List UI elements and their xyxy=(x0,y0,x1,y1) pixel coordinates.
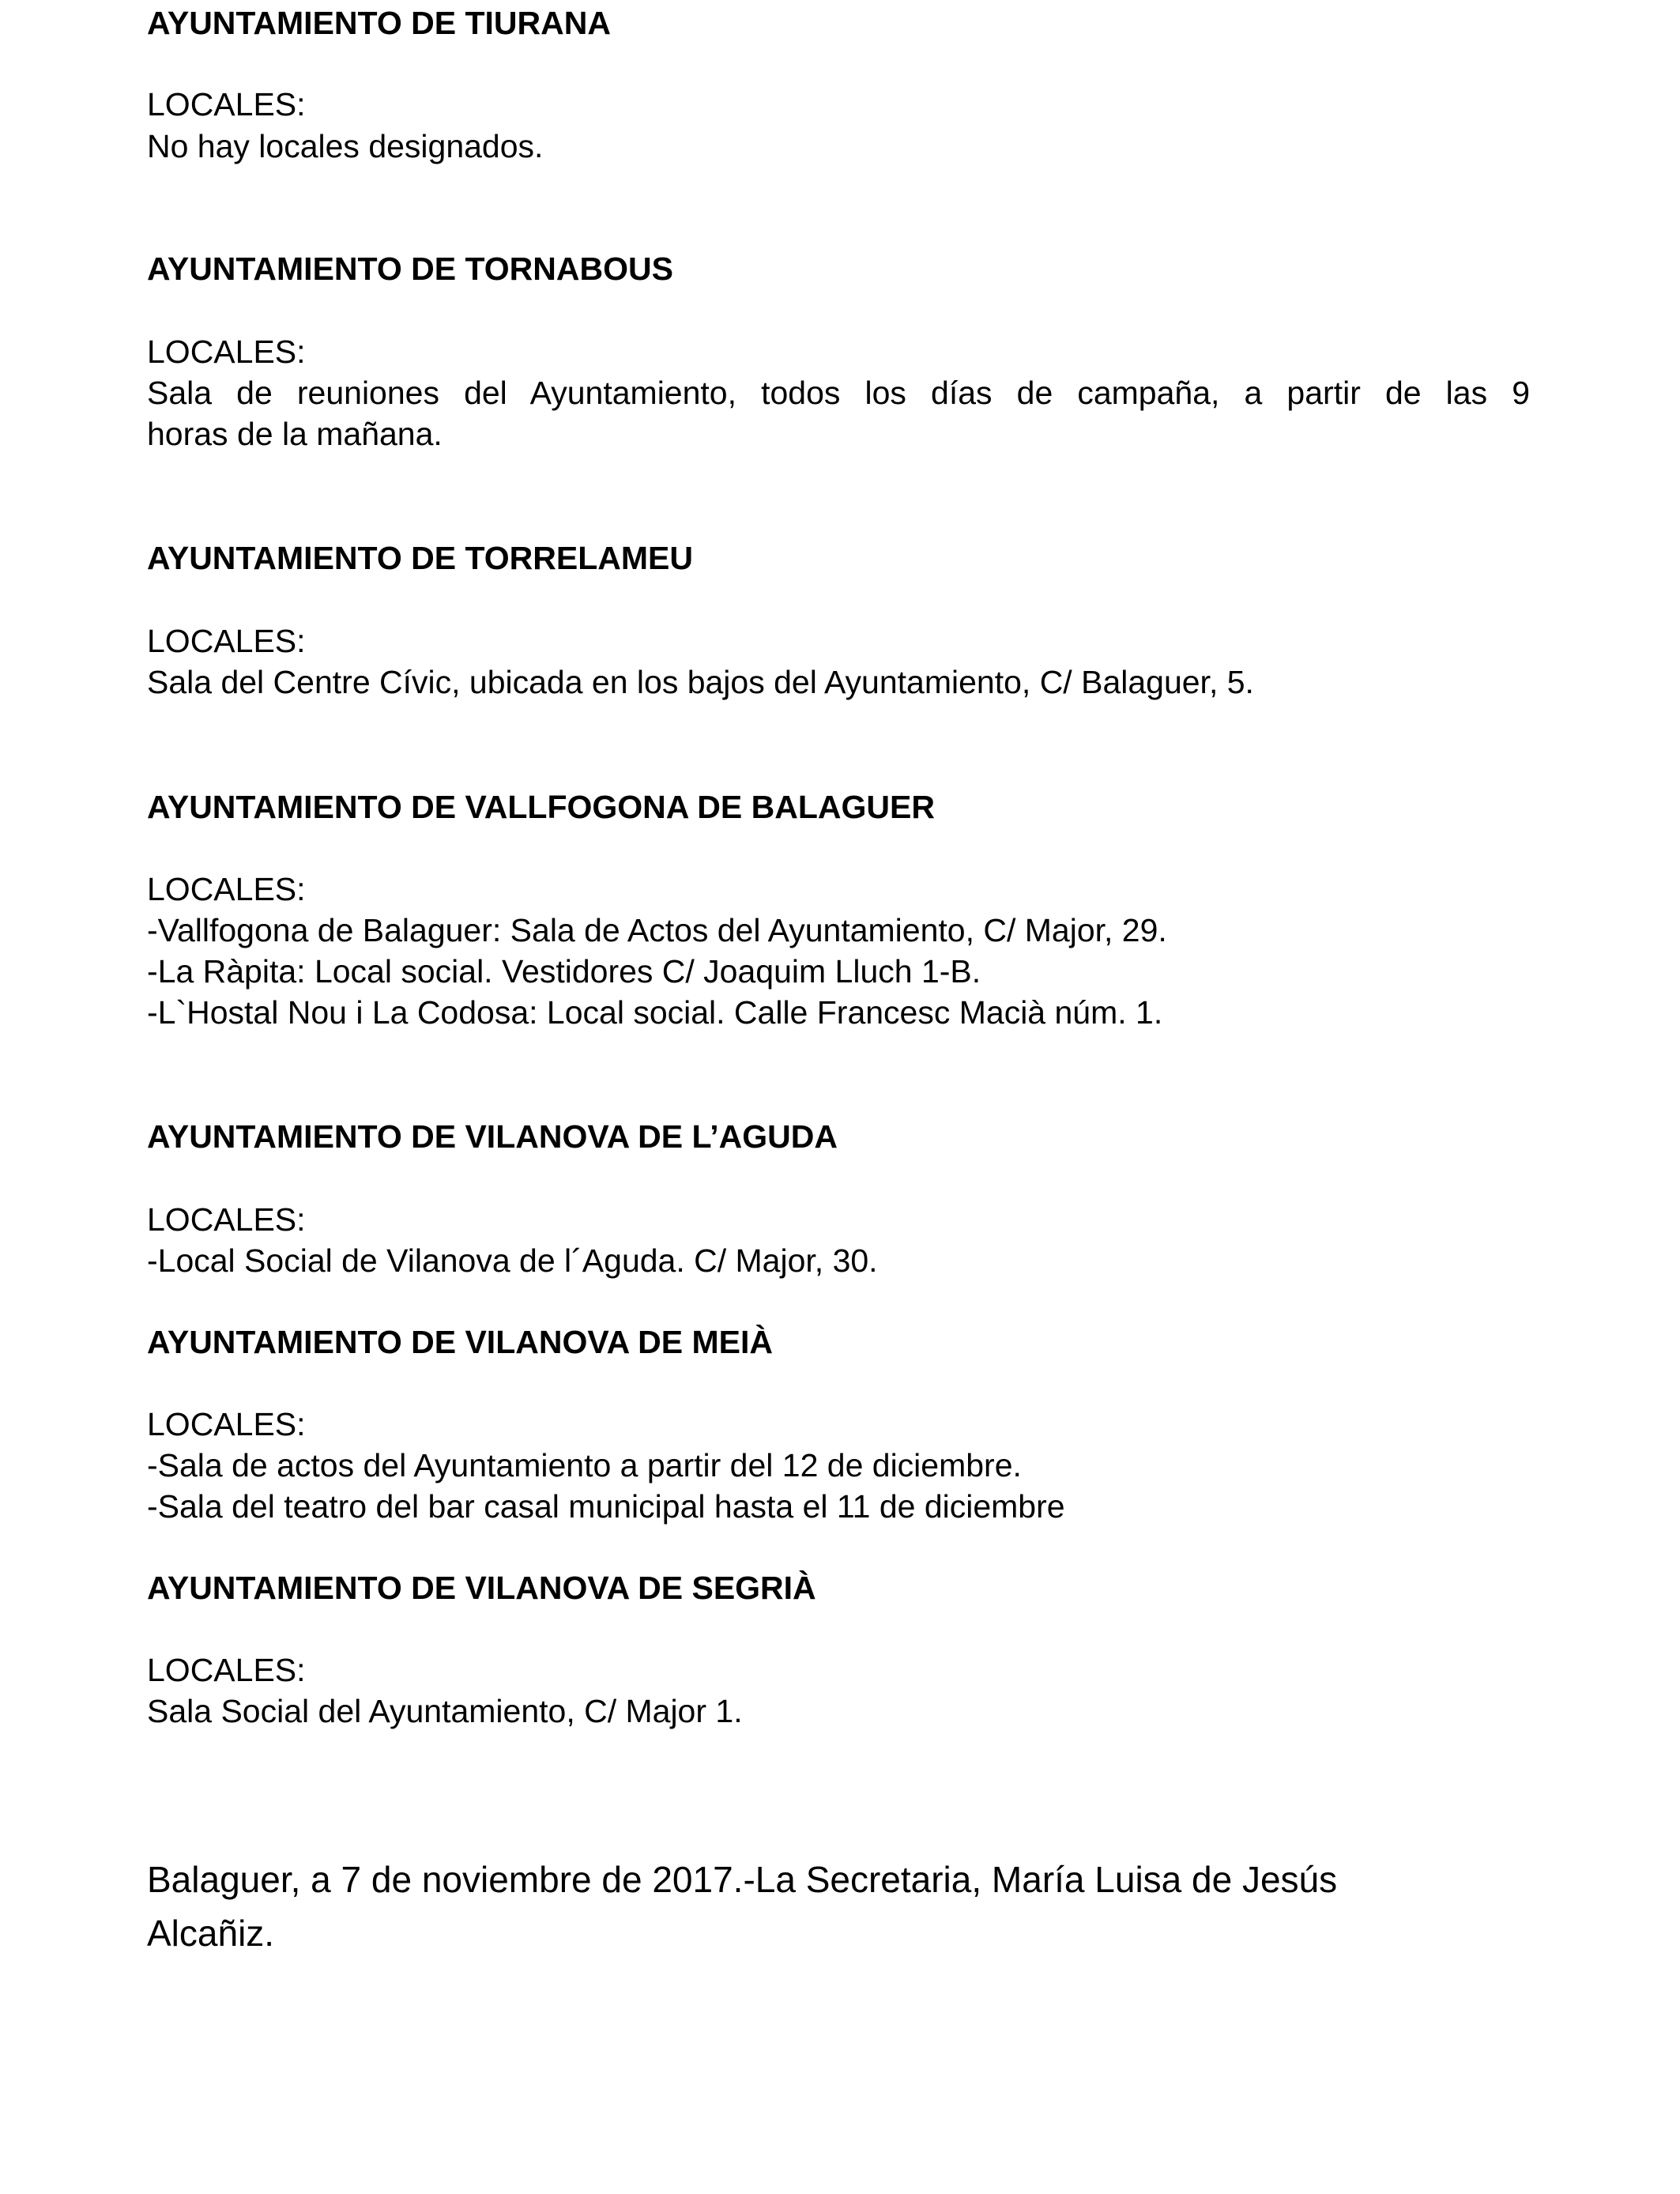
section-line-vilanova-meia-2: -Sala del teatro del bar casal municipal hasta el 11 de diciembre xyxy=(147,1488,1065,1525)
section-heading-vilanova-aguda: AYUNTAMIENTO DE VILANOVA DE L’AGUDA xyxy=(147,1118,838,1155)
section-label-tornabous: LOCALES: xyxy=(147,334,306,370)
section-line-vilanova-segria-1: Sala Social del Ayuntamiento, C/ Major 1. xyxy=(147,1693,743,1729)
section-heading-vilanova-segria: AYUNTAMIENTO DE VILANOVA DE SEGRIÀ xyxy=(147,1570,816,1606)
section-label-torrelameu: LOCALES: xyxy=(147,623,306,659)
signature-line-2: Alcañiz. xyxy=(147,1913,275,1954)
section-line-vallfogona-2: -La Ràpita: Local social. Vestidores C/ Joaquim Lluch 1-B. xyxy=(147,953,981,990)
section-line-tornabous-1: Sala de reuniones del Ayuntamiento, todos los días de campaña, a partir de las 9 xyxy=(147,375,1530,411)
section-heading-vallfogona: AYUNTAMIENTO DE VALLFOGONA DE BALAGUER xyxy=(147,789,935,825)
section-label-vilanova-meia: LOCALES: xyxy=(147,1406,306,1442)
section-line-vallfogona-1: -Vallfogona de Balaguer: Sala de Actos del Ayuntamiento, C/ Major, 29. xyxy=(147,912,1167,948)
section-heading-tornabous: AYUNTAMIENTO DE TORNABOUS xyxy=(147,251,673,287)
section-line-torrelameu-1: Sala del Centre Cívic, ubicada en los bajos del Ayuntamiento, C/ Balaguer, 5. xyxy=(147,664,1254,700)
signature-line-1: Balaguer, a 7 de noviembre de 2017.-La Secretaria, María Luisa de Jesús xyxy=(147,1859,1338,1900)
section-line-tiurana-1: No hay locales designados. xyxy=(147,128,544,164)
section-line-vilanova-aguda-1: -Local Social de Vilanova de l´Aguda. C/ Major, 30. xyxy=(147,1242,878,1279)
section-line-vallfogona-3: -L`Hostal Nou i La Codosa: Local social. Calle Francesc Macià núm. 1. xyxy=(147,994,1163,1031)
section-heading-tiurana: AYUNTAMIENTO DE TIURANA xyxy=(147,5,611,41)
section-line-tornabous-2: horas de la mañana. xyxy=(147,416,443,452)
section-line-vilanova-meia-1: -Sala de actos del Ayuntamiento a partir del 12 de diciembre. xyxy=(147,1447,1022,1483)
section-label-tiurana: LOCALES: xyxy=(147,86,306,123)
section-heading-vilanova-meia: AYUNTAMIENTO DE VILANOVA DE MEIÀ xyxy=(147,1324,773,1360)
section-label-vilanova-aguda: LOCALES: xyxy=(147,1201,306,1238)
section-label-vilanova-segria: LOCALES: xyxy=(147,1652,306,1688)
section-label-vallfogona: LOCALES: xyxy=(147,871,306,907)
section-heading-torrelameu: AYUNTAMIENTO DE TORRELAMEU xyxy=(147,540,693,576)
